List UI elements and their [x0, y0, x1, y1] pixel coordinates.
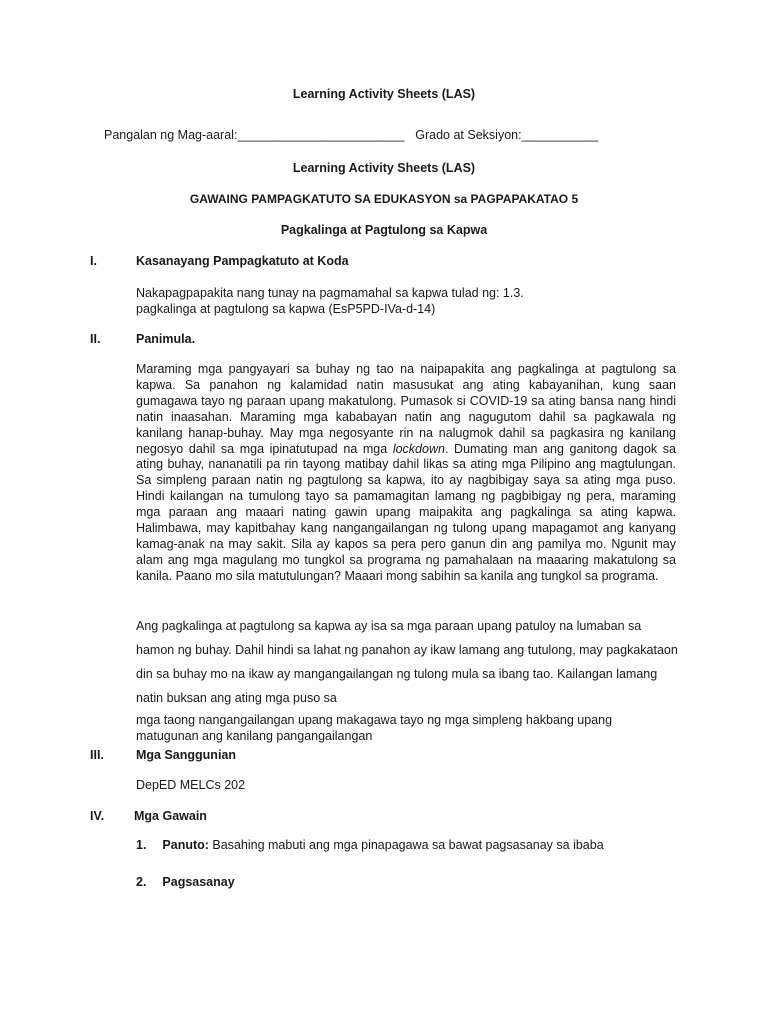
- intro-p1-part-c: Ngunit may alam ang mga magulang mo tungkol sa programa ng pamahalaan na maaaring makatulong sa kanila. Paano mo sila matutulungan? Maaari mong sabihin sa kanila ang tungkol sa programa.: [136, 536, 676, 583]
- section-heading-1: Kasanayang Pampagkatuto at Koda: [136, 254, 349, 268]
- intro-p1-emphasis: lockdown: [392, 441, 445, 456]
- section-heading-4: Mga Gawain: [134, 809, 207, 823]
- activity-item-1-label: Panuto:: [162, 838, 209, 852]
- section-numeral-2: II.: [90, 332, 101, 346]
- document-title-repeat: Learning Activity Sheets (LAS): [292, 161, 476, 175]
- intro-paragraph-2: Ang pagkalinga at pagtulong sa kapwa ay isa sa mga paraan upang patuloy na lumaban sa hamon ng buhay. Dahil hindi sa lahat ng panahon ay ikaw lamang ang tutulong, may pagkakataon din sa buhay mo na ikaw ay mangangailangan ng tulong mula sa ibang tao. Kailangan lamang natin buksan ang ating mga puso sa: [136, 619, 678, 705]
- intro-p1-part-a: Maraming mga pangyayari sa buhay ng tao na naipapakita ang pagkalinga at pagtulong sa kapwa. Sa panahon ng kalamidad natin masusukat ang ating kabayanihan, kung saan gumagawa tayo ng paraan upang makatulong. Pumasok si COVID-19 sa ating bansa nang hindi natin inaasahan. Maraming mga kababayan natin ang nagugutom dahil sa pagkawala ng kanilang hanap-buhay. May mga negosyante rin na nalugmok dahil sa pagkasira ng kanilang negosyo dahil sa mga ipinatutupad na mga: [136, 362, 676, 456]
- intro-p1-dot: .: [603, 536, 607, 551]
- activity-item-1-text: Basahing mabuti ang mga pinapagawa sa bawat pagsasanay sa ibaba: [208, 838, 604, 852]
- intro-paragraph-1: [136, 362, 676, 585]
- competency-line-1: Nakapagpapakita nang tunay na pagmamahal sa kapwa tulad ng: 1.3.: [136, 286, 524, 300]
- activity-item-1-num: 1.: [136, 838, 147, 852]
- grade-label: Grado at Seksiyon:: [415, 128, 522, 142]
- competency-text: [136, 285, 524, 317]
- topic-heading: Pagkalinga at Pagtulong sa Kapwa: [280, 223, 488, 237]
- intro-paragraph-3: mga taong nangangailangan upang makagawa tayo ng mga simpleng hakbang upang matugunan ang kanilang pangangailangan: [136, 713, 613, 743]
- name-label: Pangalan ng Mag-aaral:: [104, 128, 238, 142]
- document-title: Learning Activity Sheets (LAS): [292, 87, 476, 101]
- activity-item-1: [136, 838, 604, 852]
- subject-heading: GAWAING PAMPAGKATUTO SA EDUKASYON sa PAGPAPAKATAO 5: [189, 192, 579, 206]
- section-numeral-3: III.: [90, 748, 104, 762]
- competency-line-2: pagkalinga at pagtulong sa kapwa (EsP5PD-IVa-d-14): [136, 302, 436, 316]
- activity-item-2: [136, 875, 235, 889]
- grade-blank: ___________: [521, 128, 599, 142]
- intro-p1-part-b: . Dumating man ang ganitong dagok sa ating buhay, nananatili pa rin tayong matibay dahil likas sa ating mga Pilipino ang magtulungan. Sa simpleng paraan natin ng pagtulong sa kapwa, ito ay nagbibigay saya sa ating mga puso. Hindi kailangan na tumulong tayo sa pamamagitan lamang ng pagbibigay ng pera, maraming mga paraan ang maaari nating gawin upang maipakita ang pagkalinga sa ating kapwa. Halimbawa, may kapitbahay kang nangangailangan ng tulong upang mapagamot ang kanyang kamag-anak na may sakit. Sila ay kapos sa pera pero ganun din ang pamilya mo: [136, 441, 676, 551]
- section-numeral-4: IV.: [90, 809, 105, 823]
- activity-item-2-label: Pagsasanay: [162, 875, 235, 889]
- section-heading-3: Mga Sanggunian: [136, 748, 236, 762]
- student-fields-line: [104, 128, 598, 142]
- section-numeral-1: I.: [90, 254, 97, 268]
- activity-item-2-num: 2.: [136, 875, 147, 889]
- section-heading-2: Panimula.: [136, 332, 196, 346]
- reference-text: DepED MELCs 202: [136, 778, 246, 792]
- name-blank: ________________________: [237, 128, 405, 142]
